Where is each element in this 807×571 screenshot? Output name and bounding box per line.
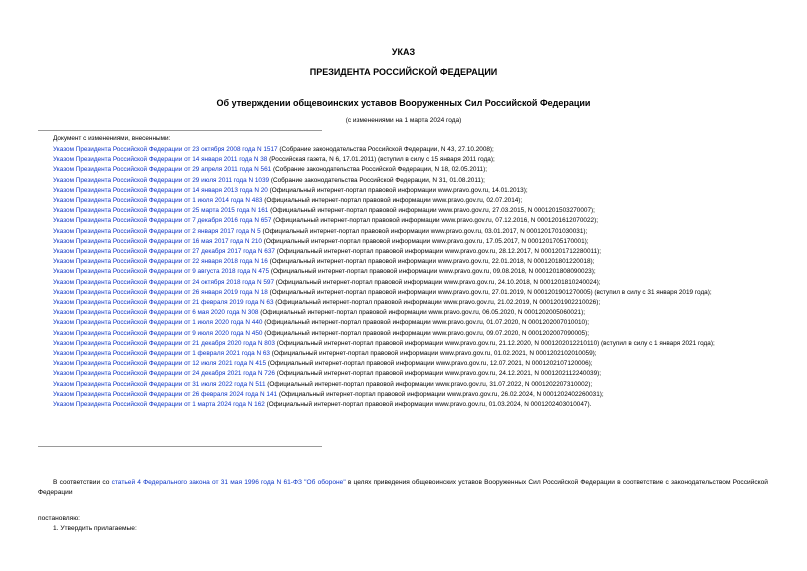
amendment-link[interactable]: Указом Президента Российской Федерации от 1 марта 2024 года N 162 <box>53 401 265 409</box>
amendment-item <box>38 196 774 206</box>
amendment-item <box>38 339 774 349</box>
amendment-source: (Официальный интернет-портал правовой информации www.pravo.gov.ru, 01.02.2021, N 0001202102010059); <box>269 350 597 358</box>
amendment-source: (Официальный интернет-портал правовой информации www.pravo.gov.ru, 14.01.2013); <box>267 186 528 194</box>
amendment-link[interactable]: Указом Президента Российской Федерации от 25 марта 2015 года N 161 <box>53 207 269 215</box>
amendment-item <box>38 380 774 390</box>
amendment-item <box>38 267 774 277</box>
amendment-link[interactable]: Указом Президента Российской Федерации от 9 июля 2020 года N 450 <box>53 329 263 337</box>
amendment-source: (Официальный интернет-портал правовой информации www.pravo.gov.ru, 03.01.2017, N 0001201701030031); <box>260 227 588 235</box>
amendment-link[interactable]: Указом Президента Российской Федерации от 7 декабря 2016 года N 657 <box>53 217 272 225</box>
amendment-item <box>38 369 774 379</box>
amendment-link[interactable]: Указом Президента Российской Федерации от 24 октября 2018 года N 597 <box>53 278 274 286</box>
amendment-item <box>38 257 774 267</box>
amendment-link[interactable]: Указом Президента Российской Федерации от 9 августа 2018 года N 475 <box>53 268 270 276</box>
amendments-intro: Документ с изменениями, внесенными: <box>53 135 171 142</box>
amendment-source: (Официальный интернет-портал правовой информации www.pravo.gov.ru, 07.12.2016, N 0001201612070022); <box>271 217 598 225</box>
amendment-item <box>38 298 774 308</box>
amendment-item <box>38 155 774 165</box>
amendment-source: (Официальный интернет-портал правовой информации www.pravo.gov.ru, 12.07.2021, N 0001202107120006); <box>266 360 593 368</box>
amendment-link[interactable]: Указом Президента Российской Федерации от 1 февраля 2021 года N 63 <box>53 350 270 358</box>
amendment-item <box>38 278 774 288</box>
amendment-link[interactable]: Указом Президента Российской Федерации от 27 декабря 2017 года N 637 <box>53 248 275 256</box>
amendment-item <box>38 237 774 247</box>
amendment-link[interactable]: Указом Президента Российской Федерации от 21 февраля 2019 года N 63 <box>53 299 274 307</box>
amendment-item <box>38 359 774 369</box>
amendments-bottom-rule <box>38 446 322 447</box>
amendment-item <box>38 216 774 226</box>
amendment-link[interactable]: Указом Президента Российской Федерации от 22 января 2018 года N 16 <box>53 258 268 266</box>
amendment-link[interactable]: Указом Президента Российской Федерации от 12 июля 2021 года N 415 <box>53 360 266 368</box>
amendment-source: (Официальный интернет-портал правовой информации www.pravo.gov.ru, 01.03.2024, N 0001202403010047). <box>264 401 592 409</box>
amendment-source: (Официальный интернет-портал правовой информации www.pravo.gov.ru, 17.05.2017, N 0001201705170001); <box>262 237 589 245</box>
amendment-source: (Официальный интернет-портал правовой информации www.pravo.gov.ru, 01.07.2020, N 0001202007010010); <box>262 319 590 327</box>
amendments-top-rule <box>38 130 322 131</box>
amendment-link[interactable]: Указом Президента Российской Федерации от 2 января 2017 года N 5 <box>53 227 261 235</box>
amendment-source: (Официальный интернет-портал правовой информации www.pravo.gov.ru, 21.02.2019, N 0001201902210026); <box>273 299 601 307</box>
amendment-item <box>38 176 774 186</box>
amendment-source: (Официальный интернет-портал правовой информации www.pravo.gov.ru, 09.07.2020, N 0001202007090005); <box>262 329 590 337</box>
amendment-source: (Официальный интернет-портал правовой информации www.pravo.gov.ru, 27.01.2019, N 0001201901270005) (вступил в силу с 31 января 2019 года); <box>267 288 712 296</box>
amendment-link[interactable]: Указом Президента Российской Федерации от 21 декабря 2020 года N 803 <box>53 339 275 347</box>
amendments-list <box>38 145 774 410</box>
amendment-source: (Официальный интернет-портал правовой информации www.pravo.gov.ru, 02.07.2014); <box>262 197 523 205</box>
amendment-source: (Собрание законодательства Российской Федерации, N 43, 27.10.2008); <box>277 146 494 153</box>
amendment-item <box>38 165 774 175</box>
amendment-item <box>38 318 774 328</box>
amendment-source: (Официальный интернет-портал правовой информации www.pravo.gov.ru, 28.12.2017, N 0001201712280011); <box>274 248 602 256</box>
amendment-link[interactable]: Указом Президента Российской Федерации от 26 февраля 2024 года N 141 <box>53 390 278 398</box>
amendment-item <box>38 247 774 257</box>
amendment-source: (Официальный интернет-портал правовой информации www.pravo.gov.ru, 21.12.2020, N 0001202012210110) (вступил в силу с 1 января 2021 года); <box>274 339 715 347</box>
amendment-link[interactable]: Указом Президента Российской Федерации от 6 мая 2020 года N 308 <box>53 309 259 317</box>
amendment-source: (Собрание законодательства Российской Федерации, N 18, 02.05.2011); <box>271 166 488 174</box>
preamble-paragraph <box>38 478 768 498</box>
amendment-item <box>38 227 774 237</box>
issuer-heading: ПРЕЗИДЕНТА РОССИЙСКОЙ ФЕДЕРАЦИИ <box>309 67 498 77</box>
amendment-link[interactable]: Указом Президента Российской Федерации от 1 июля 2014 года N 483 <box>53 197 263 205</box>
amendment-item <box>38 329 774 339</box>
amendment-item <box>38 186 774 196</box>
amendment-source: (Собрание законодательства Российской Федерации, N 31, 01.08.2011); <box>269 176 485 184</box>
amendment-item <box>38 308 774 318</box>
revision-note: (с изменениями на 1 марта 2024 года) <box>345 117 462 124</box>
amendment-link[interactable]: Указом Президента Российской Федерации от 23 октября 2008 года N 1517 <box>53 146 278 153</box>
clause-1: 1. Утвердить прилагаемые: <box>53 525 137 532</box>
amendment-link[interactable]: Указом Президента Российской Федерации от 26 января 2019 года N 18 <box>53 288 268 296</box>
amendment-source: (Официальный интернет-портал правовой информации www.pravo.gov.ru, 27.03.2015, N 0001201503270007); <box>268 207 595 215</box>
amendment-link[interactable]: Указом Президента Российской Федерации от 14 января 2013 года N 20 <box>53 186 268 194</box>
document-title: Об утверждении общевоинских уставов Вооруженных Сил Российской Федерации <box>216 98 591 108</box>
amendment-link[interactable]: Указом Президента Российской Федерации от 29 апреля 2011 года N 561 <box>53 166 272 174</box>
amendment-source: (Официальный интернет-портал правовой информации www.pravo.gov.ru, 31.07.2022, N 0001202207310002); <box>265 380 593 388</box>
amendment-source: (Официальный интернет-портал правовой информации www.pravo.gov.ru, 24.10.2018, N 0001201810240024); <box>274 278 601 286</box>
amendment-source: (Официальный интернет-портал правовой информации www.pravo.gov.ru, 26.02.2024, N 0001202402260031); <box>277 390 604 398</box>
amendment-link[interactable]: Указом Президента Российской Федерации от 29 июля 2011 года N 1039 <box>53 176 270 184</box>
amendment-source: (Официальный интернет-портал правовой информации www.pravo.gov.ru, 06.05.2020, N 0001202005060021); <box>258 309 586 317</box>
preamble-prefix: В соответствии со <box>53 479 112 486</box>
document-type-heading: УКАЗ <box>391 47 416 57</box>
amendment-link[interactable]: Указом Президента Российской Федерации от 14 января 2011 года N 38 <box>53 156 268 164</box>
decree-word: постановляю: <box>38 515 81 522</box>
amendment-source: (Официальный интернет-портал правовой информации www.pravo.gov.ru, 22.01.2018, N 0001201801220018); <box>267 258 595 266</box>
amendment-source: (Российская газета, N 6, 17.01.2011) (вступил в силу с 15 января 2011 года); <box>267 156 495 164</box>
amendment-source: (Официальный интернет-портал правовой информации www.pravo.gov.ru, 09.08.2018, N 0001201808090023); <box>269 268 596 276</box>
law-link[interactable]: статьей 4 Федерального закона от 31 мая 1996 года N 61-ФЗ "Об обороне" <box>111 479 346 486</box>
amendment-source: (Официальный интернет-портал правовой информации www.pravo.gov.ru, 24.12.2021, N 0001202112240039); <box>274 370 602 378</box>
amendment-item <box>38 206 774 216</box>
amendment-item <box>38 288 774 298</box>
amendment-link[interactable]: Указом Президента Российской Федерации от 24 декабря 2021 года N 726 <box>53 370 275 378</box>
amendment-item <box>38 349 774 359</box>
amendment-link[interactable]: Указом Президента Российской Федерации от 31 июля 2022 года N 511 <box>53 380 266 388</box>
amendment-item <box>38 145 774 155</box>
amendment-item <box>38 390 774 400</box>
amendment-link[interactable]: Указом Президента Российской Федерации от 1 июля 2020 года N 440 <box>53 319 263 327</box>
preamble-suffix: в целях приведения общевоинских уставов Вооруженных Сил Российской Федерации в соответствие с законодательством Российской Федерации <box>38 479 768 496</box>
amendment-link[interactable]: Указом Президента Российской Федерации от 16 мая 2017 года N 210 <box>53 237 262 245</box>
amendment-item <box>38 400 774 410</box>
